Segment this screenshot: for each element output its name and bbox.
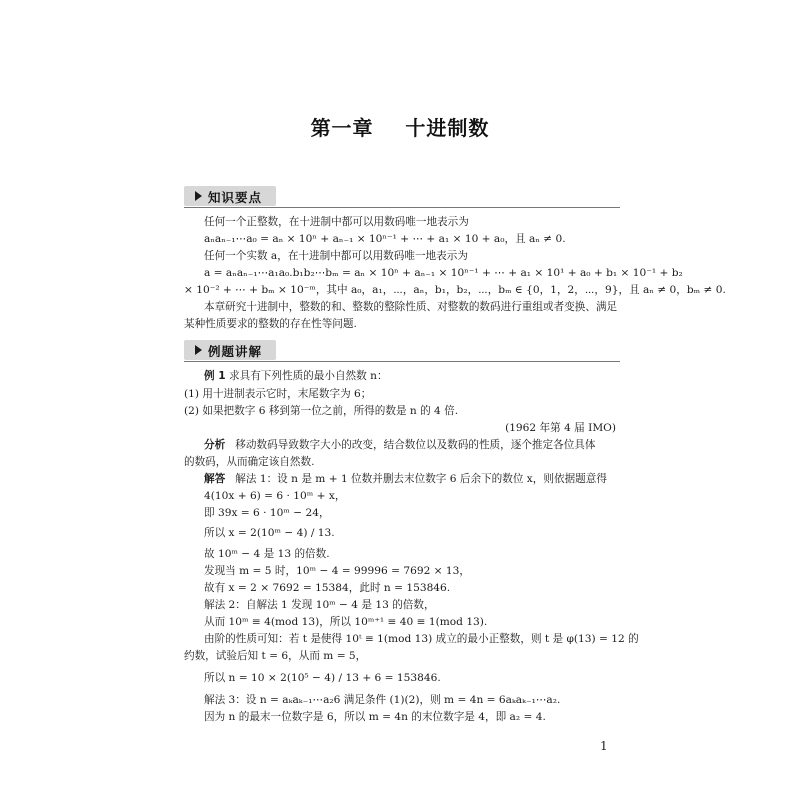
analysis-line <box>204 437 595 453</box>
chapter-title: 第一章 十进制数 <box>310 116 490 140</box>
example-label: 例 1 <box>204 370 226 382</box>
solution-line: 由阶的性质可知：若 t 是使得 10ᵗ ≡ 1(mod 13) 成立的最小正整数，则 t 是 φ(13) = 12 的 <box>204 633 639 645</box>
solution-line: 即 39x = 6 · 10ᵐ − 24， <box>204 507 330 519</box>
knowledge-line: 任何一个实数 a，在十进制中都可以用数码唯一地表示为 <box>204 250 468 262</box>
knowledge-formula: × 10⁻² + ⋯ + bₘ × 10⁻ᵐ，其中 a₀，a₁，⋯，aₙ，b₁，b₂，⋯，bₘ ∈ {0，1，2，⋯，9}，且 aₙ ≠ 0，bₘ ≠ 0. <box>184 284 726 296</box>
play-triangle-icon <box>195 345 202 355</box>
page-number: 1 <box>600 739 608 753</box>
analysis-text: 移动数码导致数字大小的改变，结合数位以及数码的性质，逐个推定各位具体 <box>235 439 596 451</box>
example-condition: (2) 如果把数字 6 移到第一位之前，所得的数是 n 的 4 倍. <box>184 405 459 417</box>
example-condition: (1) 用十进制表示它时，末尾数字为 6； <box>184 388 372 400</box>
solution-line: 故 10ᵐ − 4 是 13 的倍数. <box>204 548 330 560</box>
section-rule <box>184 207 620 208</box>
solution-line: 故有 x = 2 × 7692 = 15384，此时 n = 153846. <box>204 582 451 594</box>
solution-line: 解法 3：设 n = aₖaₖ₋₁⋯a₂6 满足条件 (1)(2)，则 m = 4n = 6aₖaₖ₋₁⋯a₂. <box>204 694 561 706</box>
play-triangle-icon <box>195 191 202 201</box>
knowledge-formula: a = aₙaₙ₋₁⋯a₁a₀.b₁b₂⋯bₘ = aₙ × 10ⁿ + aₙ₋₁ × 10ⁿ⁻¹ + ⋯ + a₁ × 10¹ + a₀ + b₁ × 10⁻¹ + b₂ <box>204 267 683 279</box>
analysis-label: 分析 <box>204 439 226 451</box>
section-rule <box>184 361 620 362</box>
solution-formula: 所以 n = 10 × 2(10⁵ − 4) / 13 + 6 = 153846. <box>204 672 441 684</box>
section-header-examples <box>184 340 620 362</box>
solution-formula: 所以 x = 2(10ᵐ − 4) / 13. <box>204 527 335 539</box>
section-title-knowledge: 知识要点 <box>208 190 263 205</box>
solution-line: 发现当 m = 5 时，10ᵐ − 4 = 99996 = 7692 × 13， <box>204 565 470 577</box>
section-title-examples: 例题讲解 <box>208 344 263 359</box>
example-source: (1962 年第 4 届 IMO) <box>505 422 616 434</box>
solution-line <box>204 471 607 487</box>
solution-line: 从而 10ᵐ ≡ 4(mod 13)，所以 10ᵐ⁺¹ ≡ 40 ≡ 1(mod 13). <box>204 616 488 628</box>
solution-label: 解答 <box>204 473 226 485</box>
knowledge-line: 任何一个正整数，在十进制中都可以用数码唯一地表示为 <box>204 216 469 228</box>
knowledge-line: 某种性质要求的整数的存在性等问题. <box>184 318 357 330</box>
example-problem <box>204 368 388 384</box>
solution-line: 约数，试验后知 t = 6，从而 m = 5， <box>184 650 367 662</box>
section-header-knowledge <box>184 186 620 208</box>
analysis-line: 的数码，从而确定该自然数. <box>184 456 315 468</box>
solution-line: 因为 n 的最末一位数字是 6，所以 m = 4n 的末位数字是 4，即 a₂ = 4. <box>204 711 546 723</box>
solution-text: 解法 1：设 n 是 m + 1 位数并删去末位数字 6 后余下的数位 x，则依据题意得 <box>235 473 607 485</box>
solution-line: 4(10x + 6) = 6 · 10ᵐ + x， <box>204 490 346 502</box>
knowledge-line: 本章研究十进制中，整数的和、整数的整除性质、对整数的数码进行重组或者变换、满足 <box>204 301 618 313</box>
knowledge-formula: aₙaₙ₋₁⋯a₀ = aₙ × 10ⁿ + aₙ₋₁ × 10ⁿ⁻¹ + ⋯ + a₁ × 10 + a₀，且 aₙ ≠ 0. <box>204 233 566 245</box>
solution-line: 解法 2：自解法 1 发现 10ᵐ − 4 是 13 的倍数， <box>204 599 435 611</box>
example-problem-text: 求具有下列性质的最小自然数 n： <box>229 370 388 382</box>
